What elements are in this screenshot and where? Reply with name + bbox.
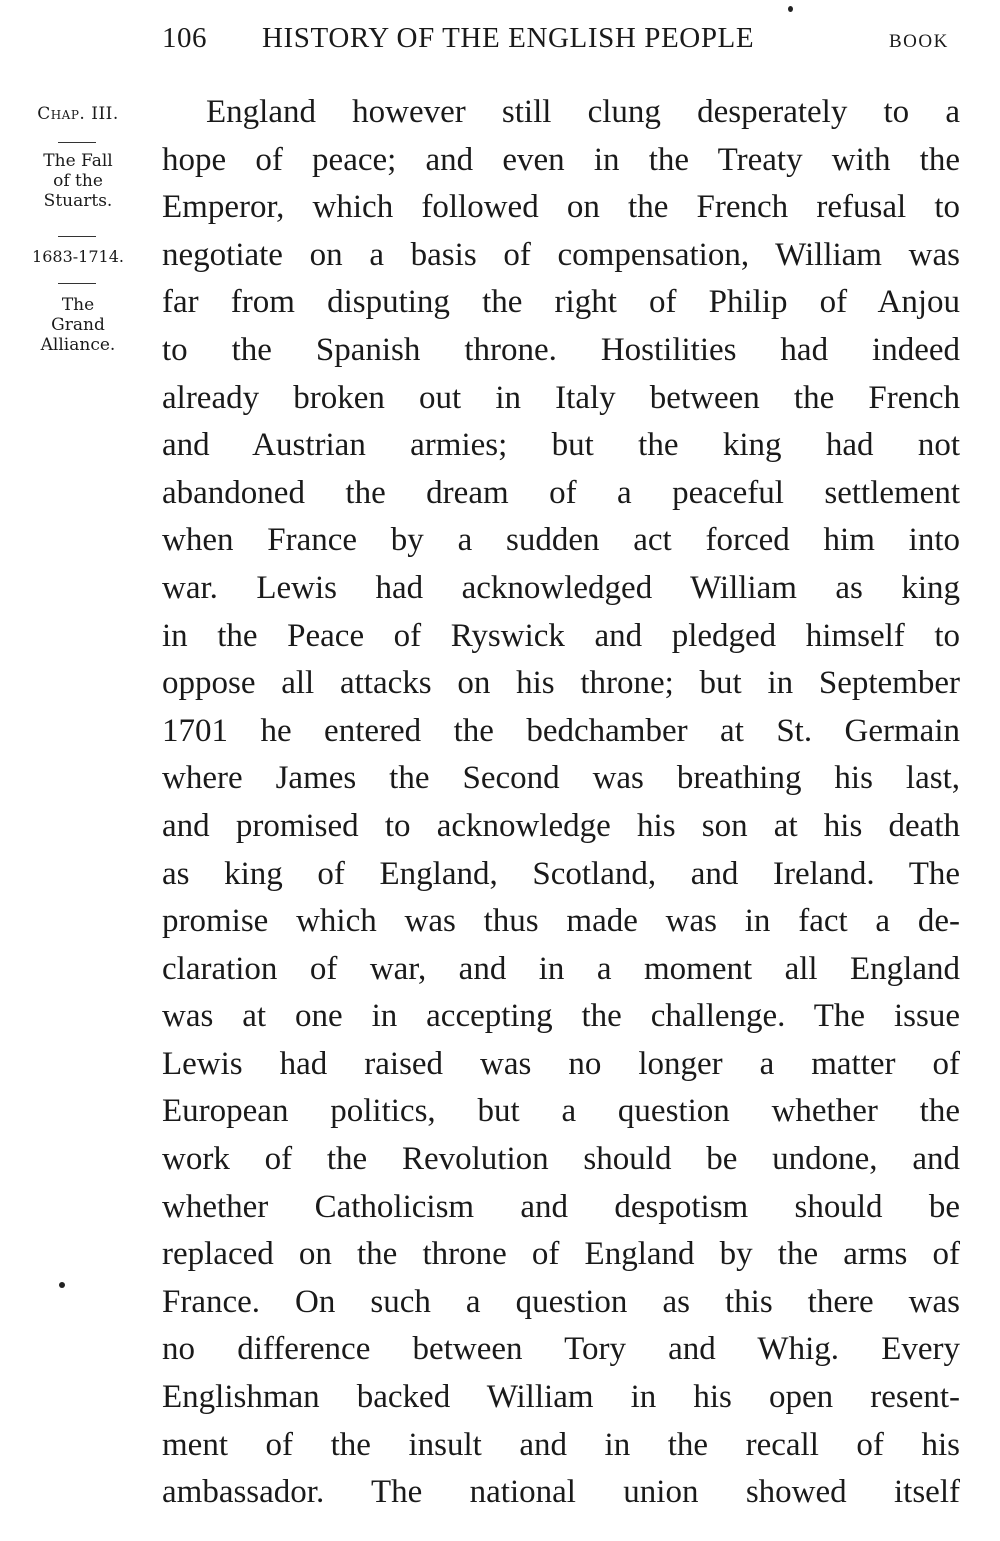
text-line: as king of England, Scotland, and Ireland. The	[162, 855, 960, 892]
body-paragraph	[162, 89, 960, 1517]
margin-note-line: The Fall	[43, 151, 113, 171]
text-line: ment of the insult and in the recall of his	[162, 1426, 960, 1463]
text-line: England however still clung desperately to a	[206, 94, 960, 130]
margin-note-line: The	[61, 295, 95, 315]
text-line: and Austrian armies; but the king had not	[162, 427, 960, 464]
text-line: Emperor, which followed on the French refusal to	[162, 189, 960, 226]
print-speck	[59, 1282, 65, 1288]
text-line: European politics, but a question whether the	[162, 1093, 960, 1130]
margin-chapter-label: Chap. III.	[37, 104, 119, 124]
text-line: Lewis had raised was no longer a matter of	[162, 1045, 960, 1082]
text-line: claration of war, and in a moment all England	[162, 950, 960, 987]
text-line: when France by a sudden act forced him into	[162, 522, 960, 559]
text-line: no difference between Tory and Whig. Every	[162, 1331, 960, 1368]
text-line: promise which was thus made was in fact a de-	[162, 903, 960, 940]
text-line: already broken out in Italy between the French	[162, 379, 960, 416]
text-line: in the Peace of Ryswick and pledged himself to	[162, 617, 960, 654]
text-line: France. On such a question as this there was	[162, 1283, 960, 1320]
margin-note-line: of the	[53, 171, 103, 191]
book-label: BOOK	[889, 31, 949, 52]
text-line: to the Spanish throne. Hostilities had indeed	[162, 331, 960, 368]
text-line: work of the Revolution should be undone, and	[162, 1141, 960, 1178]
text-line: was at one in accepting the challenge. The issue	[162, 998, 960, 1035]
text-line: where James the Second was breathing his last,	[162, 760, 960, 797]
text-line: negotiate on a basis of compensation, William was	[162, 236, 960, 273]
text-line: and promised to acknowledge his son at his death	[162, 807, 960, 844]
margin-note-dates: 1683-1714.	[32, 247, 124, 266]
text-line: abandoned the dream of a peaceful settlement	[162, 474, 960, 511]
text-line: Englishman backed William in his open resent-	[162, 1379, 960, 1416]
margin-note-line: Stuarts.	[43, 191, 113, 211]
margin-note-grand-alliance	[14, 295, 142, 355]
margin-divider	[58, 236, 96, 237]
text-line: whether Catholicism and despotism should be	[162, 1188, 960, 1225]
text-line: ambassador. The national union showed itself	[162, 1474, 960, 1511]
margin-note-line: Grand	[51, 315, 105, 335]
margin-note-fall-of-stuarts	[14, 151, 142, 211]
running-title: HISTORY OF THE ENGLISH PEOPLE	[262, 22, 755, 54]
text-line: war. Lewis had acknowledged William as king	[162, 569, 960, 606]
margin-divider	[58, 142, 96, 143]
text-line: oppose all attacks on his throne; but in September	[162, 665, 960, 702]
running-header	[0, 20, 1000, 60]
text-line: hope of peace; and even in the Treaty with the	[162, 141, 960, 178]
print-speck	[788, 6, 793, 12]
text-line: 1701 he entered the bedchamber at St. Germain	[162, 712, 960, 749]
margin-note-line: Alliance.	[40, 335, 116, 355]
text-line: far from disputing the right of Philip of Anjou	[162, 284, 960, 321]
page-number: 106	[162, 22, 207, 54]
text-line: replaced on the throne of England by the arms of	[162, 1236, 960, 1273]
margin-divider	[58, 283, 96, 284]
